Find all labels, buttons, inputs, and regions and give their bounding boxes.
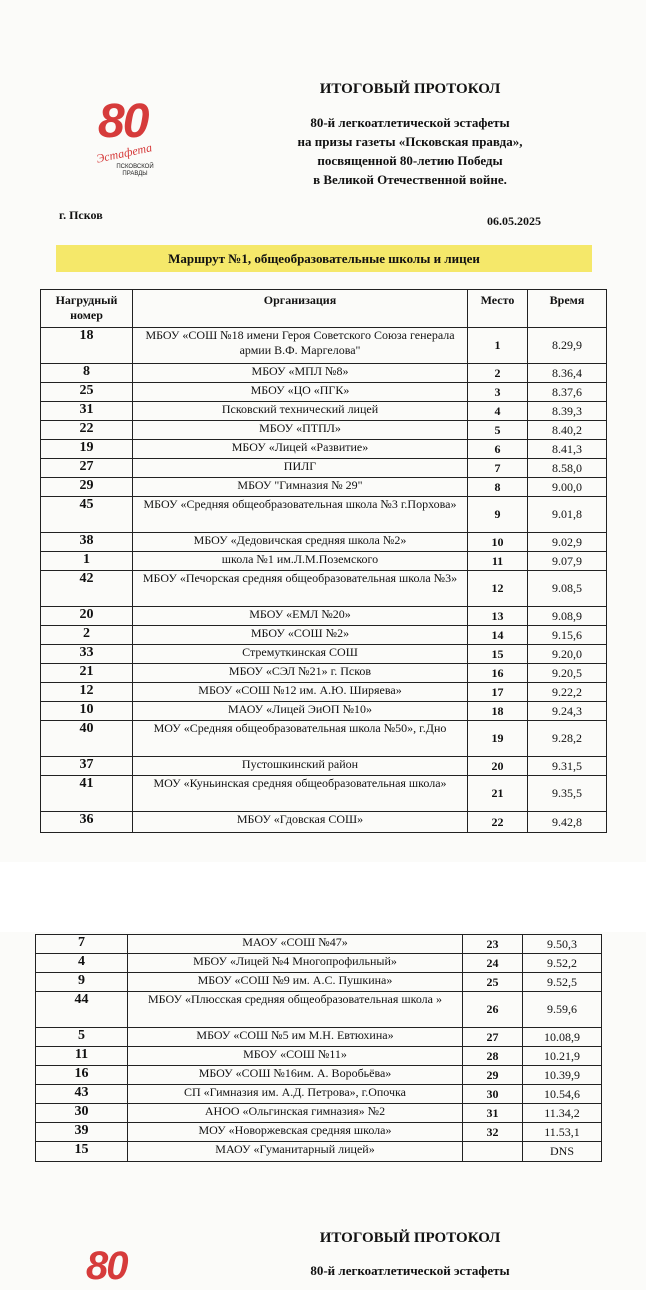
org-cell: МБОУ «МПЛ №8»: [133, 364, 468, 383]
header-bib-line1: Нагрудный: [55, 293, 118, 307]
bib-cell: 43: [36, 1085, 128, 1104]
logo-word: Эстафета: [95, 140, 154, 166]
bib-cell: 41: [41, 776, 133, 812]
table-row: [41, 533, 607, 552]
org-cell: МОУ «Куньинская средняя общеобразовательная школа»: [133, 776, 468, 812]
place-cell: 27: [463, 1028, 523, 1047]
header-org: Организация: [133, 290, 468, 328]
org-cell: МБОУ «СОШ №16им. А. Воробьёва»: [128, 1066, 463, 1085]
footer-logo: [70, 1228, 170, 1288]
org-cell: МОУ «Средняя общеобразовательная школа №50», г.Дно: [133, 721, 468, 757]
place-cell: 9: [468, 497, 528, 533]
table-row: [41, 812, 607, 833]
bib-cell: 40: [41, 721, 133, 757]
bib-cell: 27: [41, 459, 133, 478]
place-cell: 12: [468, 571, 528, 607]
results-body-2: [36, 935, 602, 1162]
table-row: [36, 1104, 602, 1123]
org-cell: ПИЛГ: [133, 459, 468, 478]
org-cell: АНОО «Ольгинская гимназия» №2: [128, 1104, 463, 1123]
place-cell: 10: [468, 533, 528, 552]
table-row: [36, 1085, 602, 1104]
place-cell: 22: [468, 812, 528, 833]
org-cell: Пустошкинский район: [133, 757, 468, 776]
footer-logo-number: 80: [86, 1244, 127, 1288]
footer-line-1: 80-й легкоатлетической эстафеты: [310, 1263, 510, 1278]
bib-cell: 19: [41, 440, 133, 459]
header-line-2: на призы газеты «Псковская правда»,: [297, 134, 523, 149]
org-cell: МОУ «Новоржевская средняя школа»: [128, 1123, 463, 1142]
time-cell: 11.34,2: [523, 1104, 602, 1123]
time-cell: 9.31,5: [528, 757, 607, 776]
page-gap: [0, 862, 646, 932]
place-cell: [463, 1142, 523, 1162]
header-bib: [41, 290, 133, 328]
time-cell: 9.00,0: [528, 478, 607, 497]
footer-title: ИТОГОВЫЙ ПРОТОКОЛ: [319, 1230, 501, 1246]
bib-cell: 12: [41, 683, 133, 702]
table-row: [36, 1028, 602, 1047]
table-row: [41, 459, 607, 478]
table-row: [41, 440, 607, 459]
place-cell: 3: [468, 383, 528, 402]
header-line-1: 80-й легкоатлетической эстафеты: [310, 115, 510, 130]
time-cell: 10.21,9: [523, 1047, 602, 1066]
bib-cell: 21: [41, 664, 133, 683]
header-line-4: в Великой Отечественной войне.: [313, 172, 507, 187]
place-cell: 4: [468, 402, 528, 421]
time-cell: 9.15,6: [528, 626, 607, 645]
table-row: [36, 1047, 602, 1066]
table-row: [41, 571, 607, 607]
table-row: [41, 776, 607, 812]
document-title: ИТОГОВЫЙ ПРОТОКОЛ: [319, 81, 501, 97]
place-cell: 28: [463, 1047, 523, 1066]
time-cell: 9.59,6: [523, 992, 602, 1028]
org-cell: МБОУ «Лицей «Развитие»: [133, 440, 468, 459]
bib-cell: 30: [36, 1104, 128, 1123]
time-cell: 8.36,4: [528, 364, 607, 383]
table-row: [36, 1142, 602, 1162]
header-bib-line2: номер: [70, 308, 103, 322]
org-cell: МБОУ «СЭЛ №21» г. Псков: [133, 664, 468, 683]
bib-cell: 1: [41, 552, 133, 571]
org-cell: МБОУ «ПТПЛ»: [133, 421, 468, 440]
results-table-2: [35, 934, 602, 1162]
time-cell: 10.08,9: [523, 1028, 602, 1047]
bib-cell: 22: [41, 421, 133, 440]
org-cell: МБОУ «Средняя общеобразовательная школа №3 г.Порхова»: [133, 497, 468, 533]
table-row: [36, 954, 602, 973]
place-cell: 18: [468, 702, 528, 721]
bib-cell: 9: [36, 973, 128, 992]
bib-cell: 16: [36, 1066, 128, 1085]
time-cell: 9.52,2: [523, 954, 602, 973]
table-row: [41, 364, 607, 383]
time-cell: 9.50,3: [523, 935, 602, 954]
bib-cell: 44: [36, 992, 128, 1028]
bib-cell: 29: [41, 478, 133, 497]
org-cell: МБОУ «СОШ №11»: [128, 1047, 463, 1066]
logo-subtitle: ПСКОВСКОЙ ПРАВДЫ: [116, 164, 154, 177]
org-cell: МБОУ «Печорская средняя общеобразовательная школа №3»: [133, 571, 468, 607]
place-cell: 5: [468, 421, 528, 440]
bib-cell: 18: [41, 328, 133, 364]
date: 06.05.2025: [487, 214, 541, 228]
place-cell: 25: [463, 973, 523, 992]
org-cell: МБОУ «Гдовская СОШ»: [133, 812, 468, 833]
org-cell: МБОУ «СОШ №9 им. А.С. Пушкина»: [128, 973, 463, 992]
org-cell: МБОУ «Дедовичская средняя школа №2»: [133, 533, 468, 552]
table-row: [41, 645, 607, 664]
org-cell: МАОУ «Гуманитарный лицей»: [128, 1142, 463, 1162]
org-cell: МБОУ «СОШ №2»: [133, 626, 468, 645]
table-row: [36, 1066, 602, 1085]
place-cell: 15: [468, 645, 528, 664]
place-cell: 19: [468, 721, 528, 757]
bib-cell: 8: [41, 364, 133, 383]
time-cell: 9.24,3: [528, 702, 607, 721]
bib-cell: 31: [41, 402, 133, 421]
place-cell: 32: [463, 1123, 523, 1142]
org-cell: МБОУ «СОШ №18 имени Героя Советского Союза генерала армии В.Ф. Маргелова": [133, 328, 468, 364]
place-cell: 11: [468, 552, 528, 571]
table-row: [41, 664, 607, 683]
city: г. Псков: [59, 208, 103, 222]
time-cell: 11.53,1: [523, 1123, 602, 1142]
bib-cell: 4: [36, 954, 128, 973]
time-cell: 9.20,0: [528, 645, 607, 664]
time-cell: 9.01,8: [528, 497, 607, 533]
table-row: [41, 478, 607, 497]
place-cell: 16: [468, 664, 528, 683]
bib-cell: 42: [41, 571, 133, 607]
org-cell: МБОУ «СОШ №12 им. А.Ю. Ширяева»: [133, 683, 468, 702]
time-cell: 9.07,9: [528, 552, 607, 571]
bib-cell: 7: [36, 935, 128, 954]
place-cell: 8: [468, 478, 528, 497]
table-row: [41, 497, 607, 533]
org-cell: МБОУ "Гимназия № 29": [133, 478, 468, 497]
bib-cell: 37: [41, 757, 133, 776]
time-cell: 9.28,2: [528, 721, 607, 757]
bib-cell: 2: [41, 626, 133, 645]
place-cell: 2: [468, 364, 528, 383]
time-cell: 9.20,5: [528, 664, 607, 683]
time-cell: DNS: [523, 1142, 602, 1162]
org-cell: Стремуткинская СОШ: [133, 645, 468, 664]
bib-cell: 38: [41, 533, 133, 552]
time-cell: 8.40,2: [528, 421, 607, 440]
place-cell: 24: [463, 954, 523, 973]
org-cell: СП «Гимназия им. А.Д. Петрова», г.Опочка: [128, 1085, 463, 1104]
results-body-1: [41, 328, 607, 833]
org-cell: МАОУ «СОШ №47»: [128, 935, 463, 954]
time-cell: 8.58,0: [528, 459, 607, 478]
place-cell: 17: [468, 683, 528, 702]
route-banner: Маршрут №1, общеобразовательные школы и лицеи: [56, 245, 592, 272]
org-cell: МБОУ «ЕМЛ №20»: [133, 607, 468, 626]
place-cell: 1: [468, 328, 528, 364]
place-cell: 7: [468, 459, 528, 478]
time-cell: 9.35,5: [528, 776, 607, 812]
time-cell: 9.02,9: [528, 533, 607, 552]
bib-cell: 39: [36, 1123, 128, 1142]
place-cell: 20: [468, 757, 528, 776]
time-cell: 10.39,9: [523, 1066, 602, 1085]
place-cell: 23: [463, 935, 523, 954]
time-cell: 9.08,9: [528, 607, 607, 626]
table-row: [41, 607, 607, 626]
table-row: [41, 552, 607, 571]
place-cell: 21: [468, 776, 528, 812]
results-table-1: [40, 289, 607, 833]
logo: [94, 95, 176, 184]
place-cell: 6: [468, 440, 528, 459]
bib-cell: 20: [41, 607, 133, 626]
bib-cell: 45: [41, 497, 133, 533]
table-row: [41, 721, 607, 757]
place-cell: 14: [468, 626, 528, 645]
logo-number: 80: [98, 95, 148, 148]
place-cell: 30: [463, 1085, 523, 1104]
org-cell: школа №1 им.Л.М.Поземского: [133, 552, 468, 571]
bib-cell: 5: [36, 1028, 128, 1047]
table-row: [41, 383, 607, 402]
bib-cell: 11: [36, 1047, 128, 1066]
time-cell: 8.39,3: [528, 402, 607, 421]
bib-cell: 33: [41, 645, 133, 664]
table-row: [41, 626, 607, 645]
org-cell: МБОУ «ЦО «ПГК»: [133, 383, 468, 402]
place-cell: 29: [463, 1066, 523, 1085]
place-cell: 26: [463, 992, 523, 1028]
table-row: [41, 757, 607, 776]
bib-cell: 15: [36, 1142, 128, 1162]
time-cell: 9.22,2: [528, 683, 607, 702]
time-cell: 8.41,3: [528, 440, 607, 459]
time-cell: 9.08,5: [528, 571, 607, 607]
org-cell: МАОУ «Лицей ЭиОП №10»: [133, 702, 468, 721]
time-cell: 9.52,5: [523, 973, 602, 992]
org-cell: МБОУ «СОШ №5 им М.Н. Евтюхина»: [128, 1028, 463, 1047]
table-row: [41, 328, 607, 364]
table-row: [41, 402, 607, 421]
org-cell: Псковский технический лицей: [133, 402, 468, 421]
table-row: [41, 421, 607, 440]
bib-cell: 36: [41, 812, 133, 833]
table-row: [41, 702, 607, 721]
time-cell: 9.42,8: [528, 812, 607, 833]
place-cell: 13: [468, 607, 528, 626]
header-line-3: посвященной 80-летию Победы: [317, 153, 503, 168]
table-row: [36, 973, 602, 992]
org-cell: МБОУ «Лицей №4 Многопрофильный»: [128, 954, 463, 973]
header-time: Время: [528, 290, 607, 328]
table-row: [36, 935, 602, 954]
time-cell: 8.37,6: [528, 383, 607, 402]
org-cell: МБОУ «Плюсская средняя общеобразовательная школа »: [128, 992, 463, 1028]
bib-cell: 10: [41, 702, 133, 721]
time-cell: 8.29,9: [528, 328, 607, 364]
table-row: [36, 1123, 602, 1142]
place-cell: 31: [463, 1104, 523, 1123]
bib-cell: 25: [41, 383, 133, 402]
table-row: [36, 992, 602, 1028]
time-cell: 10.54,6: [523, 1085, 602, 1104]
table-row: [41, 683, 607, 702]
header-place: Место: [468, 290, 528, 328]
